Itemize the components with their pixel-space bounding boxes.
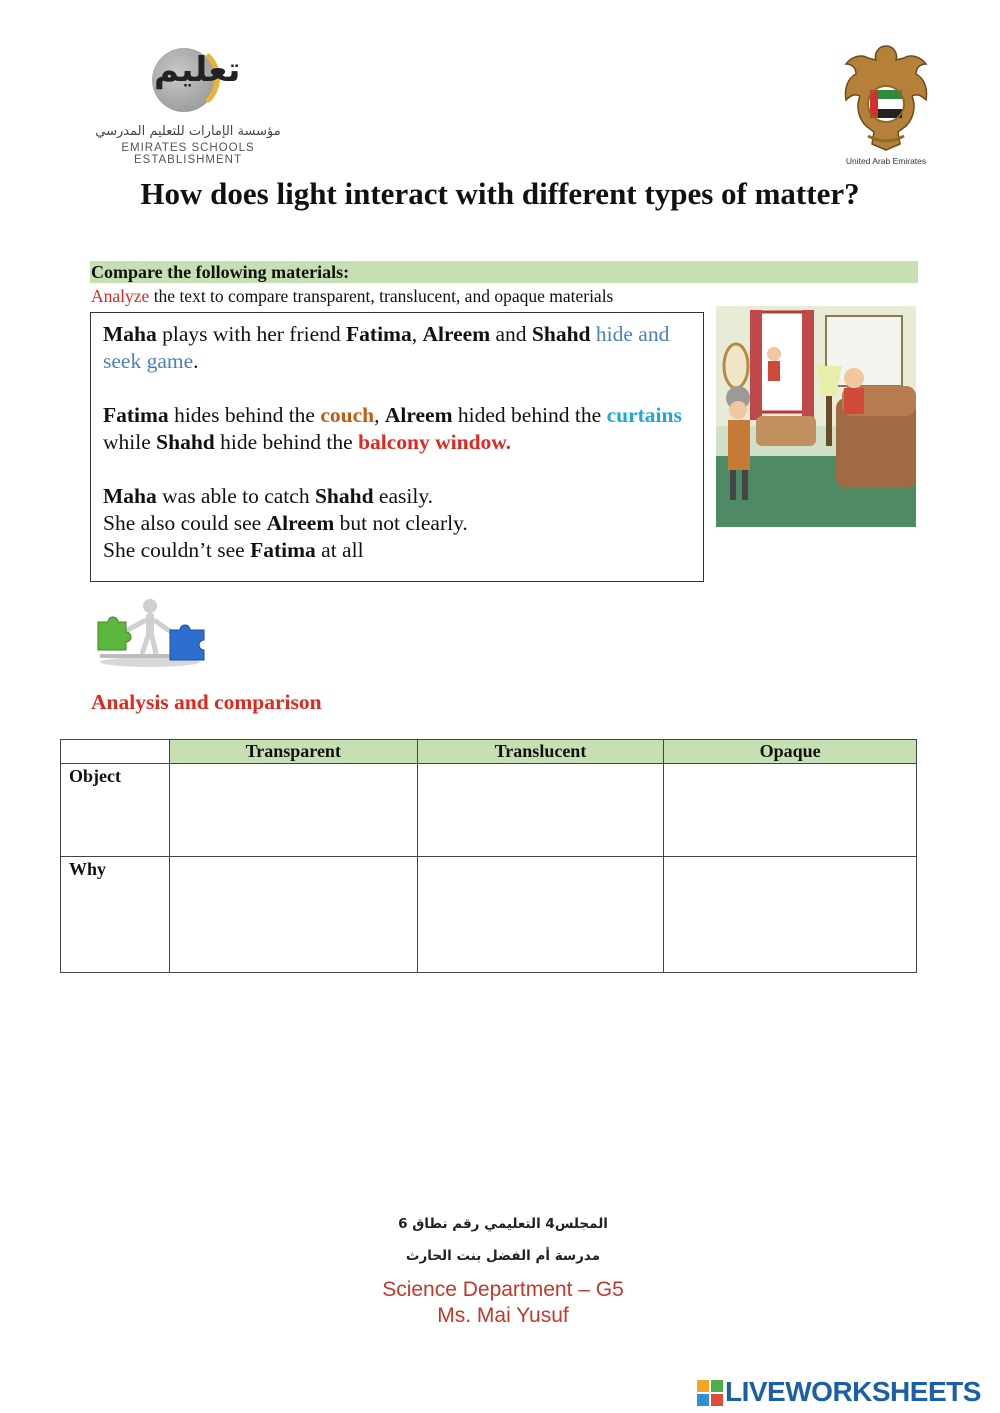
name-maha: Maha (103, 322, 157, 346)
ese-logo (68, 40, 308, 166)
story-text: while (103, 430, 157, 454)
story-paragraph-1 (103, 321, 691, 375)
column-header-translucent: Translucent (417, 740, 664, 764)
story-text: was able to catch (156, 484, 315, 508)
ese-name-english: EMIRATES SCHOOLS ESTABLISHMENT (121, 142, 255, 166)
game-name: hide and seek game (103, 322, 670, 373)
page-title: How does light interact with different types of matter? (140, 176, 860, 211)
name-fatima: Fatima (346, 322, 412, 346)
object-curtains: curtains (606, 403, 682, 427)
answer-cell-object-opaque[interactable] (664, 764, 917, 857)
object-balcony-window: balcony window. (358, 430, 511, 454)
name-alreem: Alreem (384, 403, 453, 427)
row-label-why: Why (61, 857, 170, 973)
answer-cell-why-opaque[interactable] (664, 857, 917, 973)
footer-department: Science Department – G5 (382, 1278, 624, 1301)
story-text: hide behind the (214, 430, 359, 454)
puzzle-balance-icon (94, 598, 210, 670)
answer-cell-why-translucent[interactable] (417, 857, 664, 973)
story-text: She also could see (103, 511, 267, 535)
living-room-image (716, 306, 916, 527)
liveworksheets-wordmark: LIVEWORKSHEETS (725, 1376, 981, 1407)
story-paragraph-2 (103, 402, 691, 456)
story-paragraph-3 (103, 483, 691, 564)
name-fatima: Fatima (250, 538, 316, 562)
table-row-object (61, 764, 917, 857)
liveworksheets-logo-icon (697, 1380, 723, 1406)
story-text: plays with her friend (156, 322, 347, 346)
column-header-opaque: Opaque (664, 740, 917, 764)
analysis-heading: Analysis and comparison (91, 690, 322, 714)
instruction-text: the text to compare transparent, translucent, and opaque materials (149, 286, 614, 306)
column-header-transparent: Transparent (169, 740, 417, 764)
uae-emblem (838, 40, 934, 170)
table-corner-cell (61, 740, 170, 764)
comparison-table (60, 739, 917, 973)
ese-logo-mark: تعليم (154, 50, 241, 90)
story-text: and (490, 322, 532, 346)
name-alreem: Alreem (266, 511, 335, 535)
story-text: . (193, 349, 199, 373)
falcon-emblem-icon (838, 40, 934, 154)
name-fatima: Fatima (103, 403, 169, 427)
ese-name-arabic: مؤسسة الإمارات للتعليم المدرسي (95, 124, 281, 139)
story-text: hides behind the (168, 403, 321, 427)
row-label-object: Object (61, 764, 170, 857)
story-text: , (411, 322, 423, 346)
compare-heading: Compare the following materials: (91, 262, 350, 282)
story-text: She couldn’t see (103, 538, 251, 562)
name-shahd: Shahd (531, 322, 591, 346)
name-maha: Maha (103, 484, 157, 508)
table-header-row (61, 740, 917, 764)
footer-teacher: Ms. Mai Yusuf (437, 1304, 569, 1327)
answer-cell-object-transparent[interactable] (169, 764, 417, 857)
uae-caption: United Arab Emirates (845, 156, 927, 166)
answer-cell-why-transparent[interactable] (169, 857, 417, 973)
story-text: but not clearly. (334, 511, 468, 535)
name-shahd: Shahd (156, 430, 215, 454)
story-text: easily. (373, 484, 434, 508)
answer-cell-object-translucent[interactable] (417, 764, 664, 857)
footer-council-line: المجلس4 التعليمي رقم نطاق 6 (398, 1216, 608, 1232)
story-text: , (374, 403, 385, 427)
puzzle-figure (94, 598, 210, 670)
story-text: hided behind the (452, 403, 607, 427)
object-couch: couch (320, 403, 375, 427)
story-box (90, 312, 704, 582)
instruction-verb: Analyze (91, 286, 150, 306)
table-row-why (61, 857, 917, 973)
room-illustration (716, 306, 916, 527)
instruction-line (91, 286, 613, 307)
name-alreem: Alreem (422, 322, 491, 346)
footer-school-line: مدرسة أم الفضل بنت الحارث (405, 1248, 601, 1264)
name-shahd: Shahd (314, 484, 374, 508)
story-text: at all (315, 538, 364, 562)
